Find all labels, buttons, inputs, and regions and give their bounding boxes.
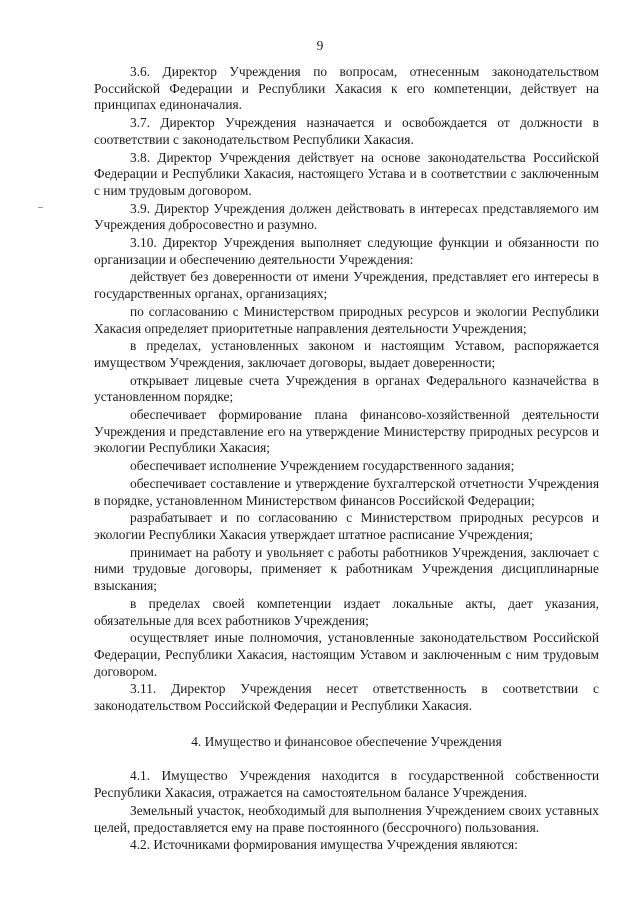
paragraph-3-8: 3.8. Директор Учреждения действует на основе законодательства Российской Федерации и Республики Хакасия, настоящего Устава и в соответствии с заключенным с ним трудовым договором.: [94, 149, 599, 198]
section-heading: 4. Имущество и финансовое обеспечение Учреждения: [191, 733, 502, 749]
margin-mark: [38, 207, 43, 208]
paragraph-3-7: 3.7. Директор Учреждения назначается и освобождается от должности в соответствии с законодательством Республики Хакасия.: [94, 115, 599, 147]
paragraph-3-10: 3.10. Директор Учреждения выполняет следующие функции и обязанности по организации и обеспечению деятельности Учреждения:: [94, 235, 599, 267]
paragraph-land-plot: Земельный участок, необходимый для выполнения Учреждением своих уставных целей, предоставляется ему на праве постоянного (бессрочного) пользования.: [94, 802, 599, 835]
paragraph-3-9: 3.9. Директор Учреждения должен действовать в интересах представляемого им Учреждения добросовестно и разумно.: [94, 200, 599, 233]
list-item: обеспечивает формирование плана финансово-хозяйственной деятельности Учреждения и представление его на утверждение Министерству природных ресурсов и экологии Республики Хакасия;: [94, 407, 599, 456]
list-item: разрабатывает и по согласованию с Министерством природных ресурсов и экологии Республики Хакасия утверждает штатное расписание Учреждения;: [94, 510, 599, 542]
list-item: действует без доверенности от имени Учреждения, представляет его интересы в государственных органах, организациях;: [94, 269, 599, 302]
list-item: в пределах, установленных законом и настоящим Уставом, распоряжается имуществом Учреждения, заключает договоры, выдает доверенности;: [94, 338, 599, 370]
list-item: обеспечивает составление и утверждение бухгалтерской отчетности Учреждения в порядке, установленном Министерством финансов Российской Федерации;: [94, 475, 599, 508]
paragraph-3-6: 3.6. Директор Учреждения по вопросам, отнесенным законодательством Российской Федерации и Республики Хакасия к его компетенции, действует на принципах единоначалия.: [94, 64, 599, 113]
page-number: 9: [316, 38, 324, 53]
list-item: принимает на работу и увольняет с работы работников Учреждения, заключает с ними трудовые договоры, применяет к работникам Учреждения дисциплинарные взыскания;: [94, 544, 599, 594]
paragraph-4-2: 4.2. Источниками формирования имущества Учреждения являются:: [130, 837, 518, 853]
list-item: открывает лицевые счета Учреждения в органах Федерального казначейства в установленном порядке;: [94, 372, 599, 405]
list-item: в пределах своей компетенции издает локальные акты, дает указания, обязательные для всех работников Учреждения;: [94, 595, 599, 628]
paragraph-4-1: 4.1. Имущество Учреждения находится в государственной собственности Республики Хакасия, отражается на самостоятельном балансе Учреждения.: [94, 768, 599, 801]
list-item: по согласованию с Министерством природных ресурсов и экологии Республики Хакасия определяет приоритетные направления деятельности Учреждения;: [94, 303, 599, 336]
list-item: обеспечивает исполнение Учреждением государственного задания;: [130, 458, 515, 474]
document-body: [94, 64, 599, 855]
list-item: осуществляет иные полномочия, установленные законодательством Российской Федерации, Республики Хакасия, настоящим Уставом и заключенным с ним трудовым договором.: [94, 630, 599, 679]
paragraph-3-11: 3.11. Директор Учреждения несет ответственность в соответствии с законодательством Российской Федерации и Республики Хакасия.: [94, 681, 599, 714]
